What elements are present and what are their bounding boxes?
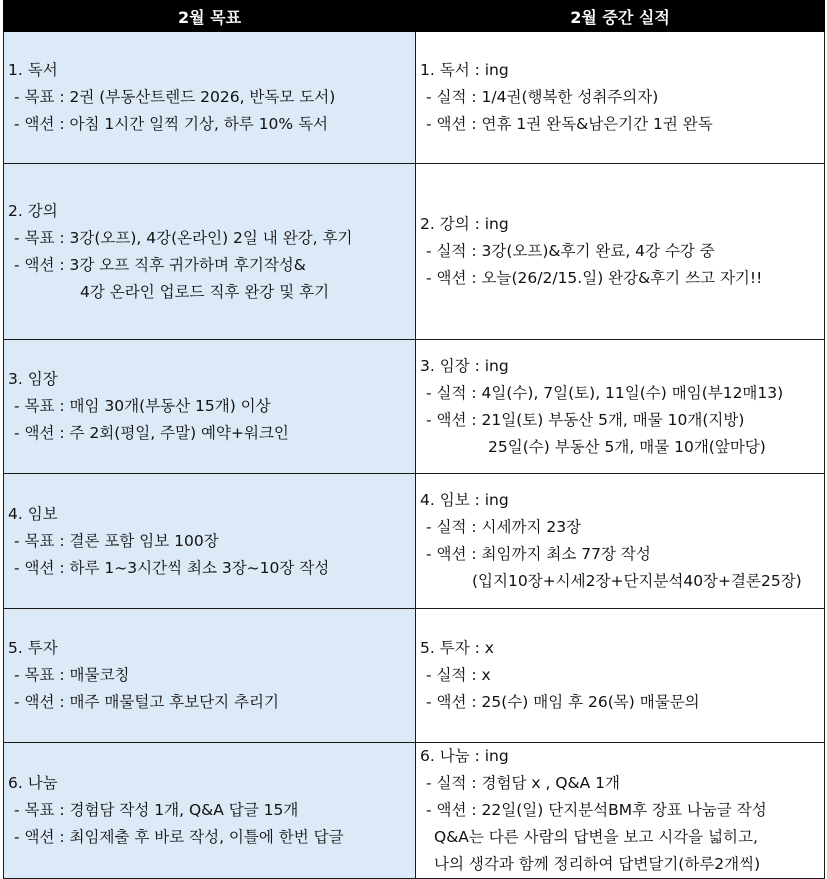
result-line: - 액션 : 최임까지 최소 77장 작성 bbox=[426, 545, 651, 563]
goal-line: - 목표 : 결론 포함 임보 100장 bbox=[14, 531, 219, 550]
result-line: - 액션 : 오늘(26/2/15.일) 완강&후기 쓰고 자기!! bbox=[426, 269, 763, 287]
table-row bbox=[4, 609, 825, 743]
goal-line: - 액션 : 3강 오프 직후 귀가하며 후기작성& bbox=[14, 255, 306, 274]
result-line: - 액션 : 연휴 1권 완독&남은기간 1권 완독 bbox=[426, 115, 713, 133]
result-line-continued: Q&A는 다른 사람의 답변을 보고 시각을 넓히고, bbox=[434, 828, 758, 846]
result-cell-reading[interactable] bbox=[416, 32, 825, 164]
result-line: - 실적 : x bbox=[426, 666, 491, 684]
goal-line: - 목표 : 매물코칭 bbox=[14, 666, 130, 684]
table-row bbox=[4, 164, 825, 340]
goal-line: - 목표 : 3강(오프), 4강(온라인) 2일 내 완강, 후기 bbox=[14, 228, 353, 247]
goals-table bbox=[3, 0, 825, 879]
goal-title: 2. 강의 bbox=[8, 201, 58, 220]
result-line-continued: (입지10장+시세2장+단지분석40장+결론25장) bbox=[472, 572, 802, 590]
goal-cell-reading[interactable] bbox=[4, 32, 416, 164]
goal-cell-lecture[interactable] bbox=[4, 164, 416, 340]
header-row bbox=[4, 1, 825, 32]
result-cell-report[interactable] bbox=[416, 474, 825, 609]
goal-title: 1. 독서 bbox=[8, 61, 58, 79]
result-line: - 실적 : 4일(수), 7일(토), 11일(수) 매임(부12매13) bbox=[426, 383, 784, 402]
goal-title: 5. 투자 bbox=[8, 639, 58, 657]
goal-line: - 액션 : 매주 매물털고 후보단지 추리기 bbox=[14, 693, 279, 711]
goal-title: 6. 나눔 bbox=[8, 774, 58, 792]
result-line: - 실적 : 경험담 x , Q&A 1개 bbox=[426, 774, 620, 792]
goal-line: - 목표 : 경험담 작성 1개, Q&A 답글 15개 bbox=[14, 801, 299, 819]
result-title: 6. 나눔 : ing bbox=[420, 747, 509, 765]
result-title: 4. 임보 : ing bbox=[420, 491, 509, 509]
goal-title: 4. 임보 bbox=[8, 504, 58, 523]
header-goal[interactable]: 2월 목표 bbox=[4, 1, 416, 32]
result-cell-sharing[interactable] bbox=[416, 743, 825, 879]
goal-line: - 액션 : 하루 1~3시간씩 최소 3장~10장 작성 bbox=[14, 558, 330, 577]
result-title: 2. 강의 : ing bbox=[420, 215, 509, 233]
goal-line: - 액션 : 아침 1시간 일찍 기상, 하루 10% 독서 bbox=[14, 115, 329, 133]
goal-cell-site-visit[interactable] bbox=[4, 340, 416, 474]
result-cell-invest[interactable] bbox=[416, 609, 825, 743]
result-line: - 액션 : 25(수) 매임 후 26(목) 매물문의 bbox=[426, 693, 700, 711]
goal-cell-invest[interactable] bbox=[4, 609, 416, 743]
result-title: 3. 임장 : ing bbox=[420, 356, 509, 375]
result-line-continued: 25일(수) 부동산 5개, 매물 10개(앞마당) bbox=[488, 437, 766, 456]
table-row bbox=[4, 743, 825, 879]
result-line: - 실적 : 1/4권(행복한 성취주의자) bbox=[426, 88, 659, 106]
header-result[interactable]: 2월 중간 실적 bbox=[416, 1, 825, 32]
goal-cell-sharing[interactable] bbox=[4, 743, 416, 879]
goal-line: - 액션 : 최임제출 후 바로 작성, 이틀에 한번 답글 bbox=[14, 828, 344, 846]
table-row bbox=[4, 32, 825, 164]
result-line: - 액션 : 21일(토) 부동산 5개, 매물 10개(지방) bbox=[426, 410, 745, 429]
result-line: - 실적 : 시세까지 23장 bbox=[426, 518, 582, 536]
goal-line: - 액션 : 주 2회(평일, 주말) 예약+워크인 bbox=[14, 424, 289, 442]
result-title: 1. 독서 : ing bbox=[420, 61, 509, 79]
result-title: 5. 투자 : x bbox=[420, 639, 494, 657]
table-row bbox=[4, 474, 825, 609]
result-cell-lecture[interactable] bbox=[416, 164, 825, 340]
result-cell-site-visit[interactable] bbox=[416, 340, 825, 474]
goal-line: - 목표 : 2권 (부동산트렌드 2026, 반독모 도서) bbox=[14, 88, 336, 106]
result-line: - 실적 : 3강(오프)&후기 완료, 4강 수강 중 bbox=[426, 242, 715, 260]
goal-cell-report[interactable] bbox=[4, 474, 416, 609]
goal-line: - 목표 : 매임 30개(부동산 15개) 이상 bbox=[14, 397, 271, 415]
result-line: - 액션 : 22일(일) 단지분석BM후 장표 나눔글 작성 bbox=[426, 801, 767, 819]
result-line-continued: 나의 생각과 함께 정리하여 답변달기(하루2개씩) bbox=[434, 855, 761, 873]
goal-line-continued: 4강 온라인 업로드 직후 완강 및 후기 bbox=[80, 282, 330, 301]
goal-title: 3. 임장 bbox=[8, 370, 58, 388]
table-row bbox=[4, 340, 825, 474]
